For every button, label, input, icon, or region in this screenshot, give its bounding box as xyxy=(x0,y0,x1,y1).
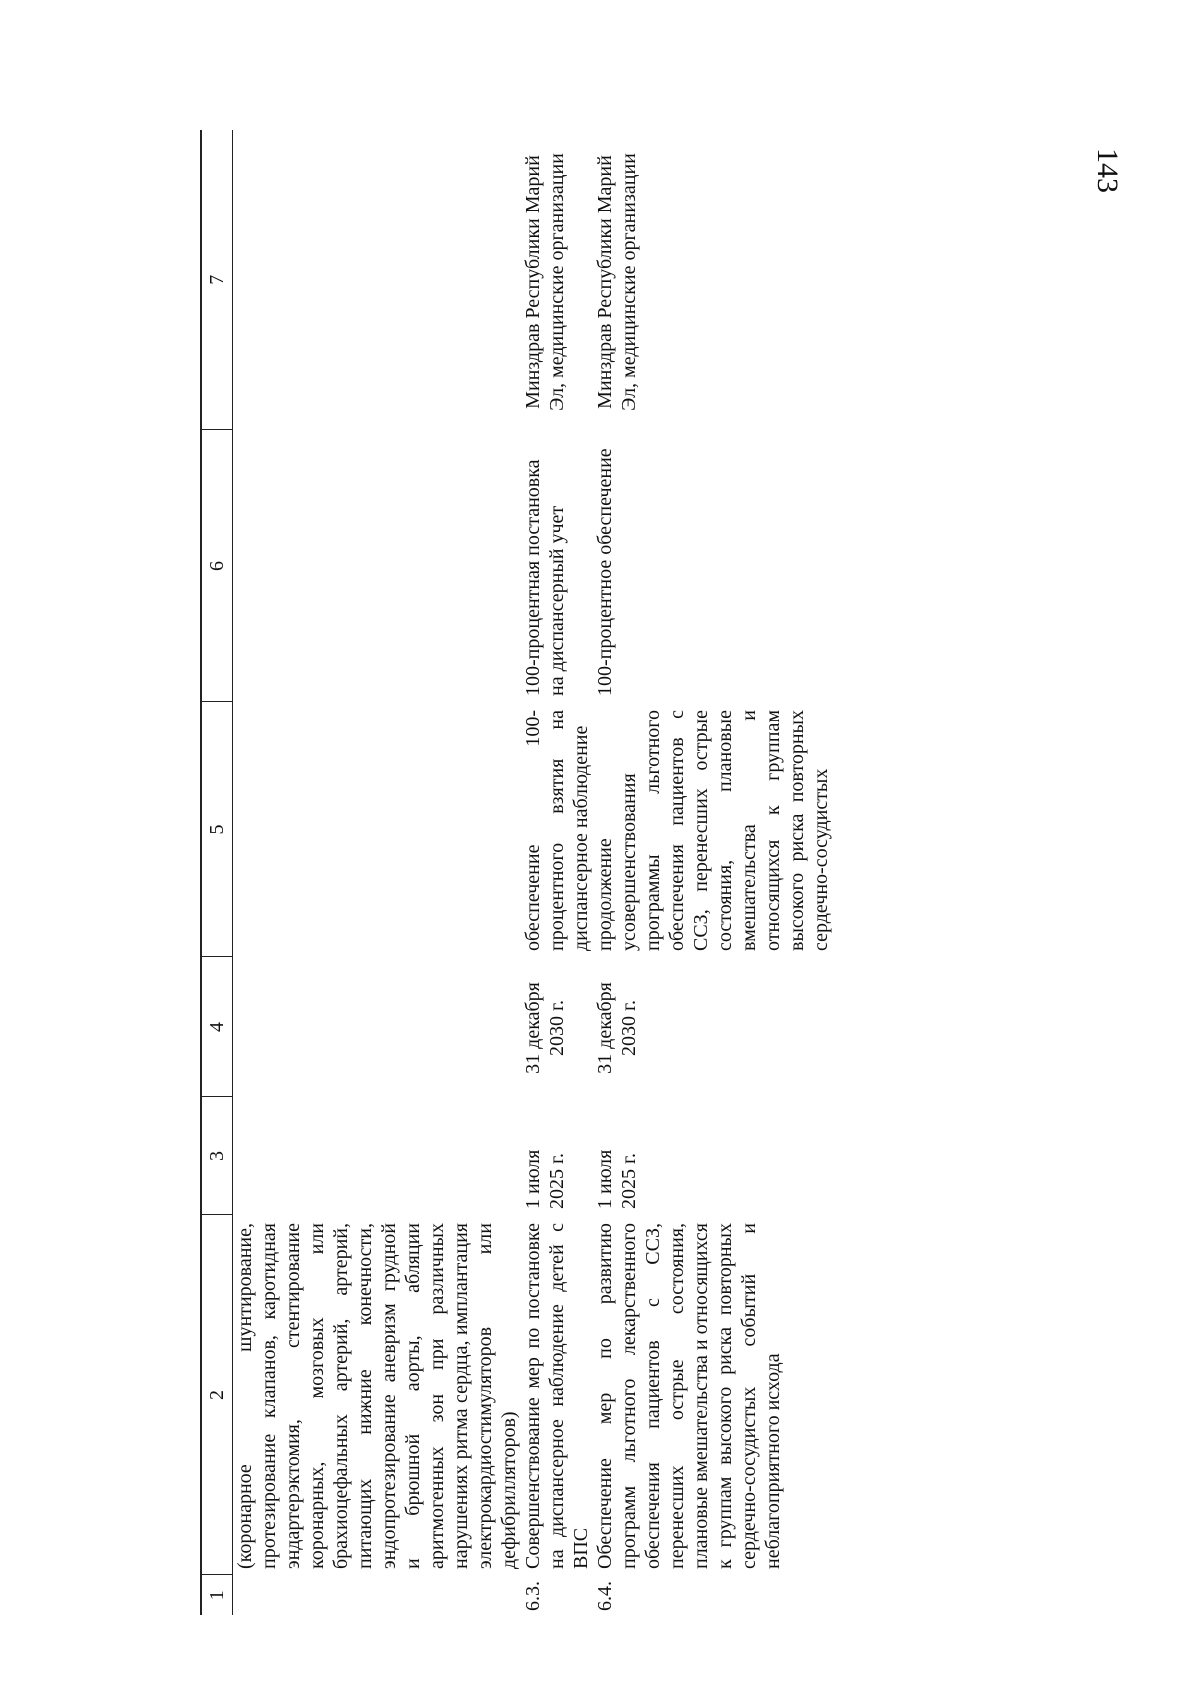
action-plan-table xyxy=(200,130,833,1615)
end-date-cell: 31 декабря 2030 г. xyxy=(594,982,640,1074)
header-row xyxy=(201,130,233,1615)
table-row xyxy=(521,130,593,1615)
table-row xyxy=(593,130,833,1615)
table-body xyxy=(233,130,834,1615)
start-date-cell: 1 июля 2025 г. xyxy=(594,1149,640,1209)
measure-cell: (коронарное шунтирование, протезирование клапанов, каротидная эндартерэктомия, стентирование коронарных, мозговых или брахиоцефальных артерий, артерий, питающих нижние конечности, эндопротезирование аневризм грудной и брюшной аорты, абляции аритмогенных зон при различных нарушениях ритма сердца, имплантация электрокардиостимуляторов или дефибрилляторов) xyxy=(234,1223,520,1569)
column-header: 3 xyxy=(201,1097,233,1215)
start-date-cell xyxy=(233,1097,522,1215)
row-index: 6.4. xyxy=(594,1581,616,1611)
responsible-cell: Минздрав Республики Марий Эл, медицинские организации xyxy=(522,153,568,411)
column-header: 5 xyxy=(201,702,233,957)
rotated-page-content xyxy=(200,130,1030,1615)
indicator-cell: 100-процентная постановка на диспансерный учет xyxy=(522,459,568,696)
page-number: 143 xyxy=(1091,148,1124,193)
column-header: 1 xyxy=(201,1575,233,1615)
indicator-cell: 100-процентное обеспечение xyxy=(594,448,616,696)
end-date-cell: 31 декабря 2030 г. xyxy=(522,982,568,1074)
column-header: 6 xyxy=(201,430,233,702)
measure-cell: Совершенствование мер по постановке на диспансерное наблюдение детей с ВПС xyxy=(522,1223,592,1569)
row-index xyxy=(233,1575,522,1615)
row-index: 6.3. xyxy=(522,1581,544,1611)
start-date-cell: 1 июля 2025 г. xyxy=(522,1149,568,1209)
indicator-cell xyxy=(233,430,522,702)
end-date-cell xyxy=(233,957,522,1097)
column-header: 4 xyxy=(201,957,233,1097)
responsible-cell xyxy=(233,130,522,430)
result-cell: обеспечение 100-процентного взятия на диспансерное наблюдение xyxy=(522,710,592,951)
column-header: 2 xyxy=(201,1215,233,1575)
responsible-cell: Минздрав Республики Марий Эл, медицинские организации xyxy=(594,153,640,411)
column-header: 7 xyxy=(201,130,233,430)
measure-cell: Обеспечение мер по развитию программ льготного лекарственного обеспечения пациентов с ССЗ, перенесших острые состояния, плановые вмешательства и относящихся к группам высокого риска повторных сердечно-сосудистых событий и неблагоприятного исхода xyxy=(594,1223,784,1569)
result-cell xyxy=(233,702,522,957)
table-header xyxy=(201,130,233,1615)
result-cell: продолжение усовершенствования программы льготного обеспечения пациентов с ССЗ, перенесших острые состояния, плановые вмешательства и относящихся к группам высокого риска повторных сердечно-сосудистых xyxy=(594,710,832,951)
table-row xyxy=(233,130,522,1615)
